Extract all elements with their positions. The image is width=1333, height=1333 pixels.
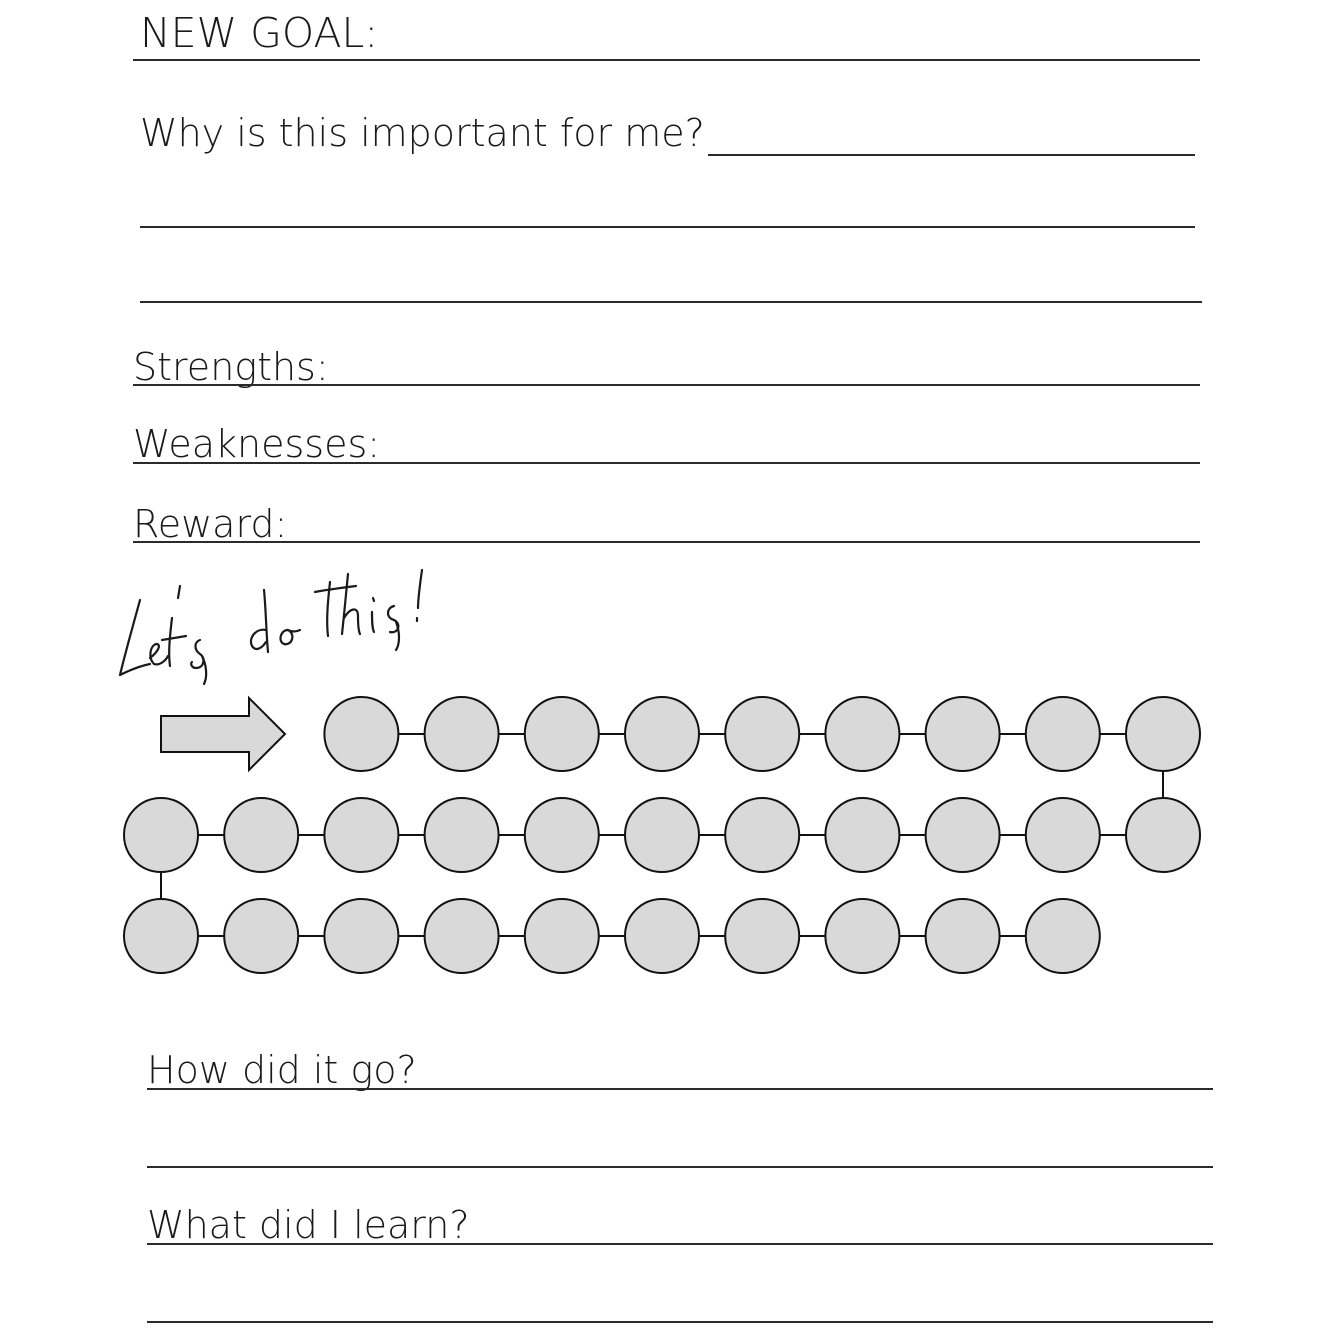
what-did-i-learn-line-2[interactable] bbox=[147, 1321, 1213, 1323]
tracker-circle[interactable] bbox=[525, 899, 599, 973]
tracker-circle[interactable] bbox=[124, 798, 198, 872]
what-did-i-learn-line-1[interactable] bbox=[147, 1243, 1213, 1245]
tracker-circle[interactable] bbox=[324, 798, 398, 872]
tracker-circle[interactable] bbox=[425, 798, 499, 872]
tracker-circle[interactable] bbox=[425, 899, 499, 973]
what-did-i-learn-label: What did I learn? bbox=[147, 1203, 470, 1247]
tracker-circle[interactable] bbox=[124, 899, 198, 973]
how-did-it-go-line-2[interactable] bbox=[147, 1166, 1213, 1168]
tracker-circle[interactable] bbox=[725, 899, 799, 973]
weaknesses-label: Weaknesses: bbox=[133, 422, 381, 466]
tracker-circle[interactable] bbox=[224, 798, 298, 872]
tracker-circle[interactable] bbox=[1026, 697, 1100, 771]
tracker-circle[interactable] bbox=[725, 697, 799, 771]
tracker-circle[interactable] bbox=[725, 798, 799, 872]
tracker-circle[interactable] bbox=[324, 899, 398, 973]
tracker-circle[interactable] bbox=[1026, 899, 1100, 973]
tracker-circle[interactable] bbox=[1126, 697, 1200, 771]
tracker-circle[interactable] bbox=[825, 697, 899, 771]
tracker-circle[interactable] bbox=[625, 697, 699, 771]
how-did-it-go-line-1[interactable] bbox=[147, 1088, 1213, 1090]
strengths-label: Strengths: bbox=[133, 345, 329, 389]
tracker-circle[interactable] bbox=[825, 798, 899, 872]
tracker-circle[interactable] bbox=[525, 798, 599, 872]
tracker-circle[interactable] bbox=[926, 697, 1000, 771]
tracker-circle[interactable] bbox=[926, 899, 1000, 973]
tracker-circle[interactable] bbox=[324, 697, 398, 771]
goal-title: NEW GOAL: bbox=[140, 9, 379, 57]
tracker-circle[interactable] bbox=[825, 899, 899, 973]
tracker-circle[interactable] bbox=[625, 798, 699, 872]
tracker-circle[interactable] bbox=[926, 798, 1000, 872]
tracker-circle[interactable] bbox=[525, 697, 599, 771]
tracker-circle[interactable] bbox=[425, 697, 499, 771]
reward-label: Reward: bbox=[133, 502, 288, 546]
how-did-it-go-label: How did it go? bbox=[147, 1048, 417, 1092]
why-important-label: Why is this important for me? bbox=[140, 111, 705, 155]
start-arrow-icon bbox=[161, 698, 285, 770]
tracker-circle[interactable] bbox=[1126, 798, 1200, 872]
tracker-circle[interactable] bbox=[625, 899, 699, 973]
tracker-circle[interactable] bbox=[224, 899, 298, 973]
tracker-circle[interactable] bbox=[1026, 798, 1100, 872]
